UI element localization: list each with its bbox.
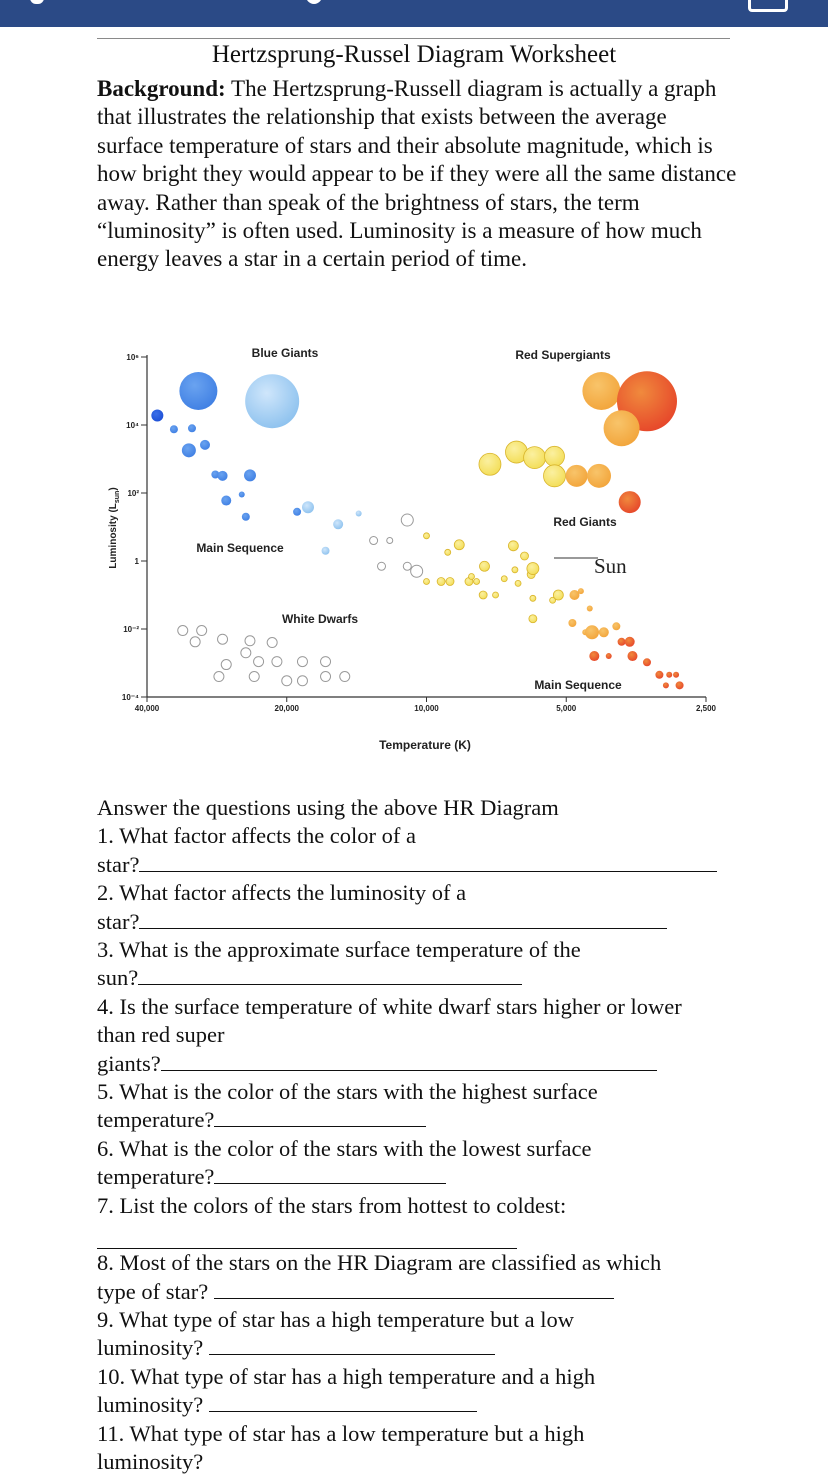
star-point	[244, 469, 256, 481]
star-point	[604, 410, 640, 446]
star-point	[619, 491, 641, 513]
star-point	[599, 627, 609, 637]
star-point	[655, 671, 663, 679]
star-point	[322, 547, 330, 555]
worksheet-title: Hertzsprung-Russel Diagram Worksheet	[211, 41, 617, 68]
answer-blank[interactable]	[139, 853, 717, 872]
region-label: Red Supergiants	[515, 348, 611, 362]
answer-blank[interactable]	[138, 966, 522, 985]
star-point	[190, 637, 200, 647]
x-tick-label: 2,500	[695, 704, 717, 713]
star-point	[612, 622, 620, 630]
star-point	[293, 508, 301, 516]
background-text: The Hertzsprung-Russell diagram is actually a graph that illustrates the relationship that exists between the average surface temperature of stars and their absolute magnitude, which is how bright they would appear to be if they were all the same distance away. Rather than speak of the brightness of stars, the term “luminosity” is often used. Luminosity is a measure of how much energy leaves a star in a certain period of time.	[97, 76, 737, 272]
star-point	[585, 625, 599, 639]
question-10-answer-line	[97, 1391, 757, 1419]
answer-blank[interactable]	[214, 1165, 446, 1184]
star-point	[589, 651, 599, 661]
question-3-tail: sun?	[97, 965, 139, 991]
star-point	[666, 672, 672, 678]
region-label: Red Giants	[553, 515, 617, 529]
star-point	[446, 577, 454, 585]
star-point	[530, 595, 536, 601]
star-point	[606, 653, 612, 659]
star-point	[480, 561, 490, 571]
star-point	[179, 372, 217, 410]
star-point	[254, 657, 264, 667]
star-point	[241, 648, 251, 658]
x-tick-label: 20,000	[274, 704, 299, 713]
star-point	[282, 676, 292, 686]
star-point	[618, 638, 626, 646]
star-point	[625, 637, 635, 647]
question-1-text: 1. What factor affects the color of a	[97, 823, 417, 849]
star-point	[245, 636, 255, 646]
question-8-answer-line	[97, 1278, 757, 1306]
y-tick-label: 10⁶	[126, 353, 139, 362]
question-1-tail: star?	[97, 851, 140, 877]
star-point	[437, 577, 445, 585]
answer-blank[interactable]	[97, 1220, 517, 1249]
star-point	[515, 580, 521, 586]
star-point	[524, 447, 546, 469]
x-tick-label: 10,000	[414, 704, 439, 713]
question-6-text: 6. What is the color of the stars with the lowest surface	[97, 1135, 592, 1161]
star-point	[245, 374, 299, 428]
star-point	[663, 682, 669, 688]
question-10-tail: luminosity?	[97, 1392, 209, 1418]
star-point	[214, 672, 224, 682]
question-3-answer-line	[97, 964, 757, 992]
background-label: Background:	[97, 76, 226, 101]
question-8-tail: type of star?	[97, 1278, 214, 1304]
top-bar	[0, 0, 828, 27]
star-point	[566, 465, 588, 487]
star-point	[272, 657, 282, 667]
answer-blank[interactable]	[209, 1393, 477, 1412]
star-point	[356, 510, 362, 516]
region-label: Main Sequence	[534, 678, 622, 692]
question-1-answer-line	[97, 851, 757, 879]
star-point	[508, 541, 518, 551]
star-point	[493, 592, 499, 598]
question-6-tail: temperature?	[97, 1164, 215, 1190]
star-point	[333, 519, 343, 529]
question-2-tail: star?	[97, 908, 140, 934]
y-tick-label: 10⁻²	[123, 625, 139, 634]
y-tick-label: 10⁻⁴	[121, 693, 139, 702]
y-axis-label: Luminosity $(L_{sun})$	[108, 487, 121, 569]
star-point	[673, 672, 679, 678]
star-point	[200, 440, 210, 450]
star-point	[582, 372, 620, 410]
star-point	[454, 540, 464, 550]
star-point	[527, 563, 539, 575]
star-point	[512, 567, 518, 573]
answer-blank[interactable]	[209, 1336, 495, 1355]
star-point	[474, 578, 480, 584]
star-point	[151, 410, 163, 422]
star-point	[403, 562, 411, 570]
question-4-text: 4. Is the surface temperature of white dwarf stars higher or lower	[97, 993, 682, 1019]
y-tick-label: 10⁴	[126, 421, 139, 430]
question-9-text: 9. What type of star has a high temperature but a low	[97, 1306, 574, 1332]
star-point	[221, 660, 231, 670]
star-point	[568, 619, 576, 627]
sun-label: Sun	[594, 554, 627, 578]
star-point	[178, 626, 188, 636]
y-tick-label: 1	[134, 557, 139, 566]
star-point	[340, 672, 350, 682]
star-point	[521, 552, 529, 560]
star-point	[297, 657, 307, 667]
star-point	[221, 496, 231, 506]
region-label: Blue Giants	[251, 346, 319, 360]
x-axis-label: Temperature (K)	[379, 738, 471, 752]
question-9-tail: luminosity?	[97, 1335, 209, 1361]
question-7-text: 7. List the colors of the stars from hottest to coldest:	[97, 1192, 567, 1218]
star-point	[170, 425, 178, 433]
star-point	[321, 657, 331, 667]
star-point	[529, 615, 537, 623]
star-point	[553, 590, 563, 600]
region-label: White Dwarfs	[281, 612, 359, 626]
question-6-answer-line	[97, 1163, 757, 1191]
star-point	[387, 538, 393, 544]
star-point	[239, 492, 245, 498]
answer-blank[interactable]	[139, 910, 667, 929]
question-5-text: 5. What is the color of the stars with the highest surface	[97, 1079, 598, 1105]
question-5-tail: temperature?	[97, 1107, 215, 1133]
star-point	[218, 634, 228, 644]
star-point	[242, 513, 250, 521]
star-point	[676, 681, 684, 689]
question-10-text: 10. What type of star has a high temperature and a high	[97, 1363, 596, 1389]
star-point	[545, 446, 565, 466]
question-list	[97, 822, 757, 1476]
tabs-icon[interactable]	[748, 0, 788, 12]
hr-diagram	[100, 335, 730, 775]
questions-section	[97, 794, 757, 1476]
answer-blank[interactable]	[214, 1280, 614, 1299]
answer-blank[interactable]	[161, 1052, 657, 1071]
question-4-answer-line	[97, 1050, 757, 1078]
star-point	[302, 501, 314, 513]
question-9-answer-line	[97, 1334, 757, 1362]
star-point	[578, 588, 584, 594]
question-3-text: 3. What is the approximate surface temperature of the	[97, 937, 581, 963]
star-point	[479, 453, 501, 475]
region-label: Main Sequence	[196, 541, 284, 555]
question-4-tail: giants?	[97, 1050, 161, 1076]
star-point	[401, 514, 413, 526]
page-indicator-icon	[306, 0, 322, 4]
background-paragraph	[97, 75, 737, 274]
star-point	[188, 424, 196, 432]
x-tick-label: 40,000	[134, 704, 160, 713]
question-4-text-cont: than red super	[97, 1022, 225, 1048]
star-point	[587, 464, 611, 488]
back-icon[interactable]	[30, 0, 44, 4]
question-5-answer-line	[97, 1106, 757, 1134]
star-point	[479, 591, 487, 599]
question-8-text: 8. Most of the stars on the HR Diagram are classified as which	[97, 1250, 662, 1276]
y-tick-label: 10²	[127, 489, 139, 498]
star-point	[297, 676, 307, 686]
star-point	[424, 533, 430, 539]
star-point	[197, 626, 207, 636]
star-point	[321, 672, 331, 682]
star-point	[218, 471, 228, 481]
question-2-text: 2. What factor affects the luminosity of a	[97, 880, 467, 906]
question-11-answer-line	[97, 1448, 757, 1476]
instructions: Answer the questions using the above HR Diagram	[97, 795, 559, 820]
header-rule	[97, 38, 730, 39]
star-point	[468, 574, 474, 580]
question-11-text: 11. What type of star has a low temperature but a high	[97, 1420, 585, 1446]
answer-blank[interactable]	[214, 1108, 426, 1127]
star-point	[378, 562, 386, 570]
star-point	[445, 549, 451, 555]
star-point	[544, 465, 566, 487]
star-point	[249, 672, 259, 682]
star-point	[267, 638, 277, 648]
star-point	[587, 606, 593, 612]
star-point	[643, 658, 651, 666]
star-point	[501, 576, 507, 582]
question-11-tail: luminosity?	[97, 1448, 204, 1474]
star-point	[411, 565, 423, 577]
star-point	[182, 443, 196, 457]
x-tick-label: 5,000	[556, 704, 577, 713]
star-point	[627, 651, 637, 661]
star-point	[424, 578, 430, 584]
question-2-answer-line	[97, 908, 757, 936]
star-point	[370, 537, 378, 545]
